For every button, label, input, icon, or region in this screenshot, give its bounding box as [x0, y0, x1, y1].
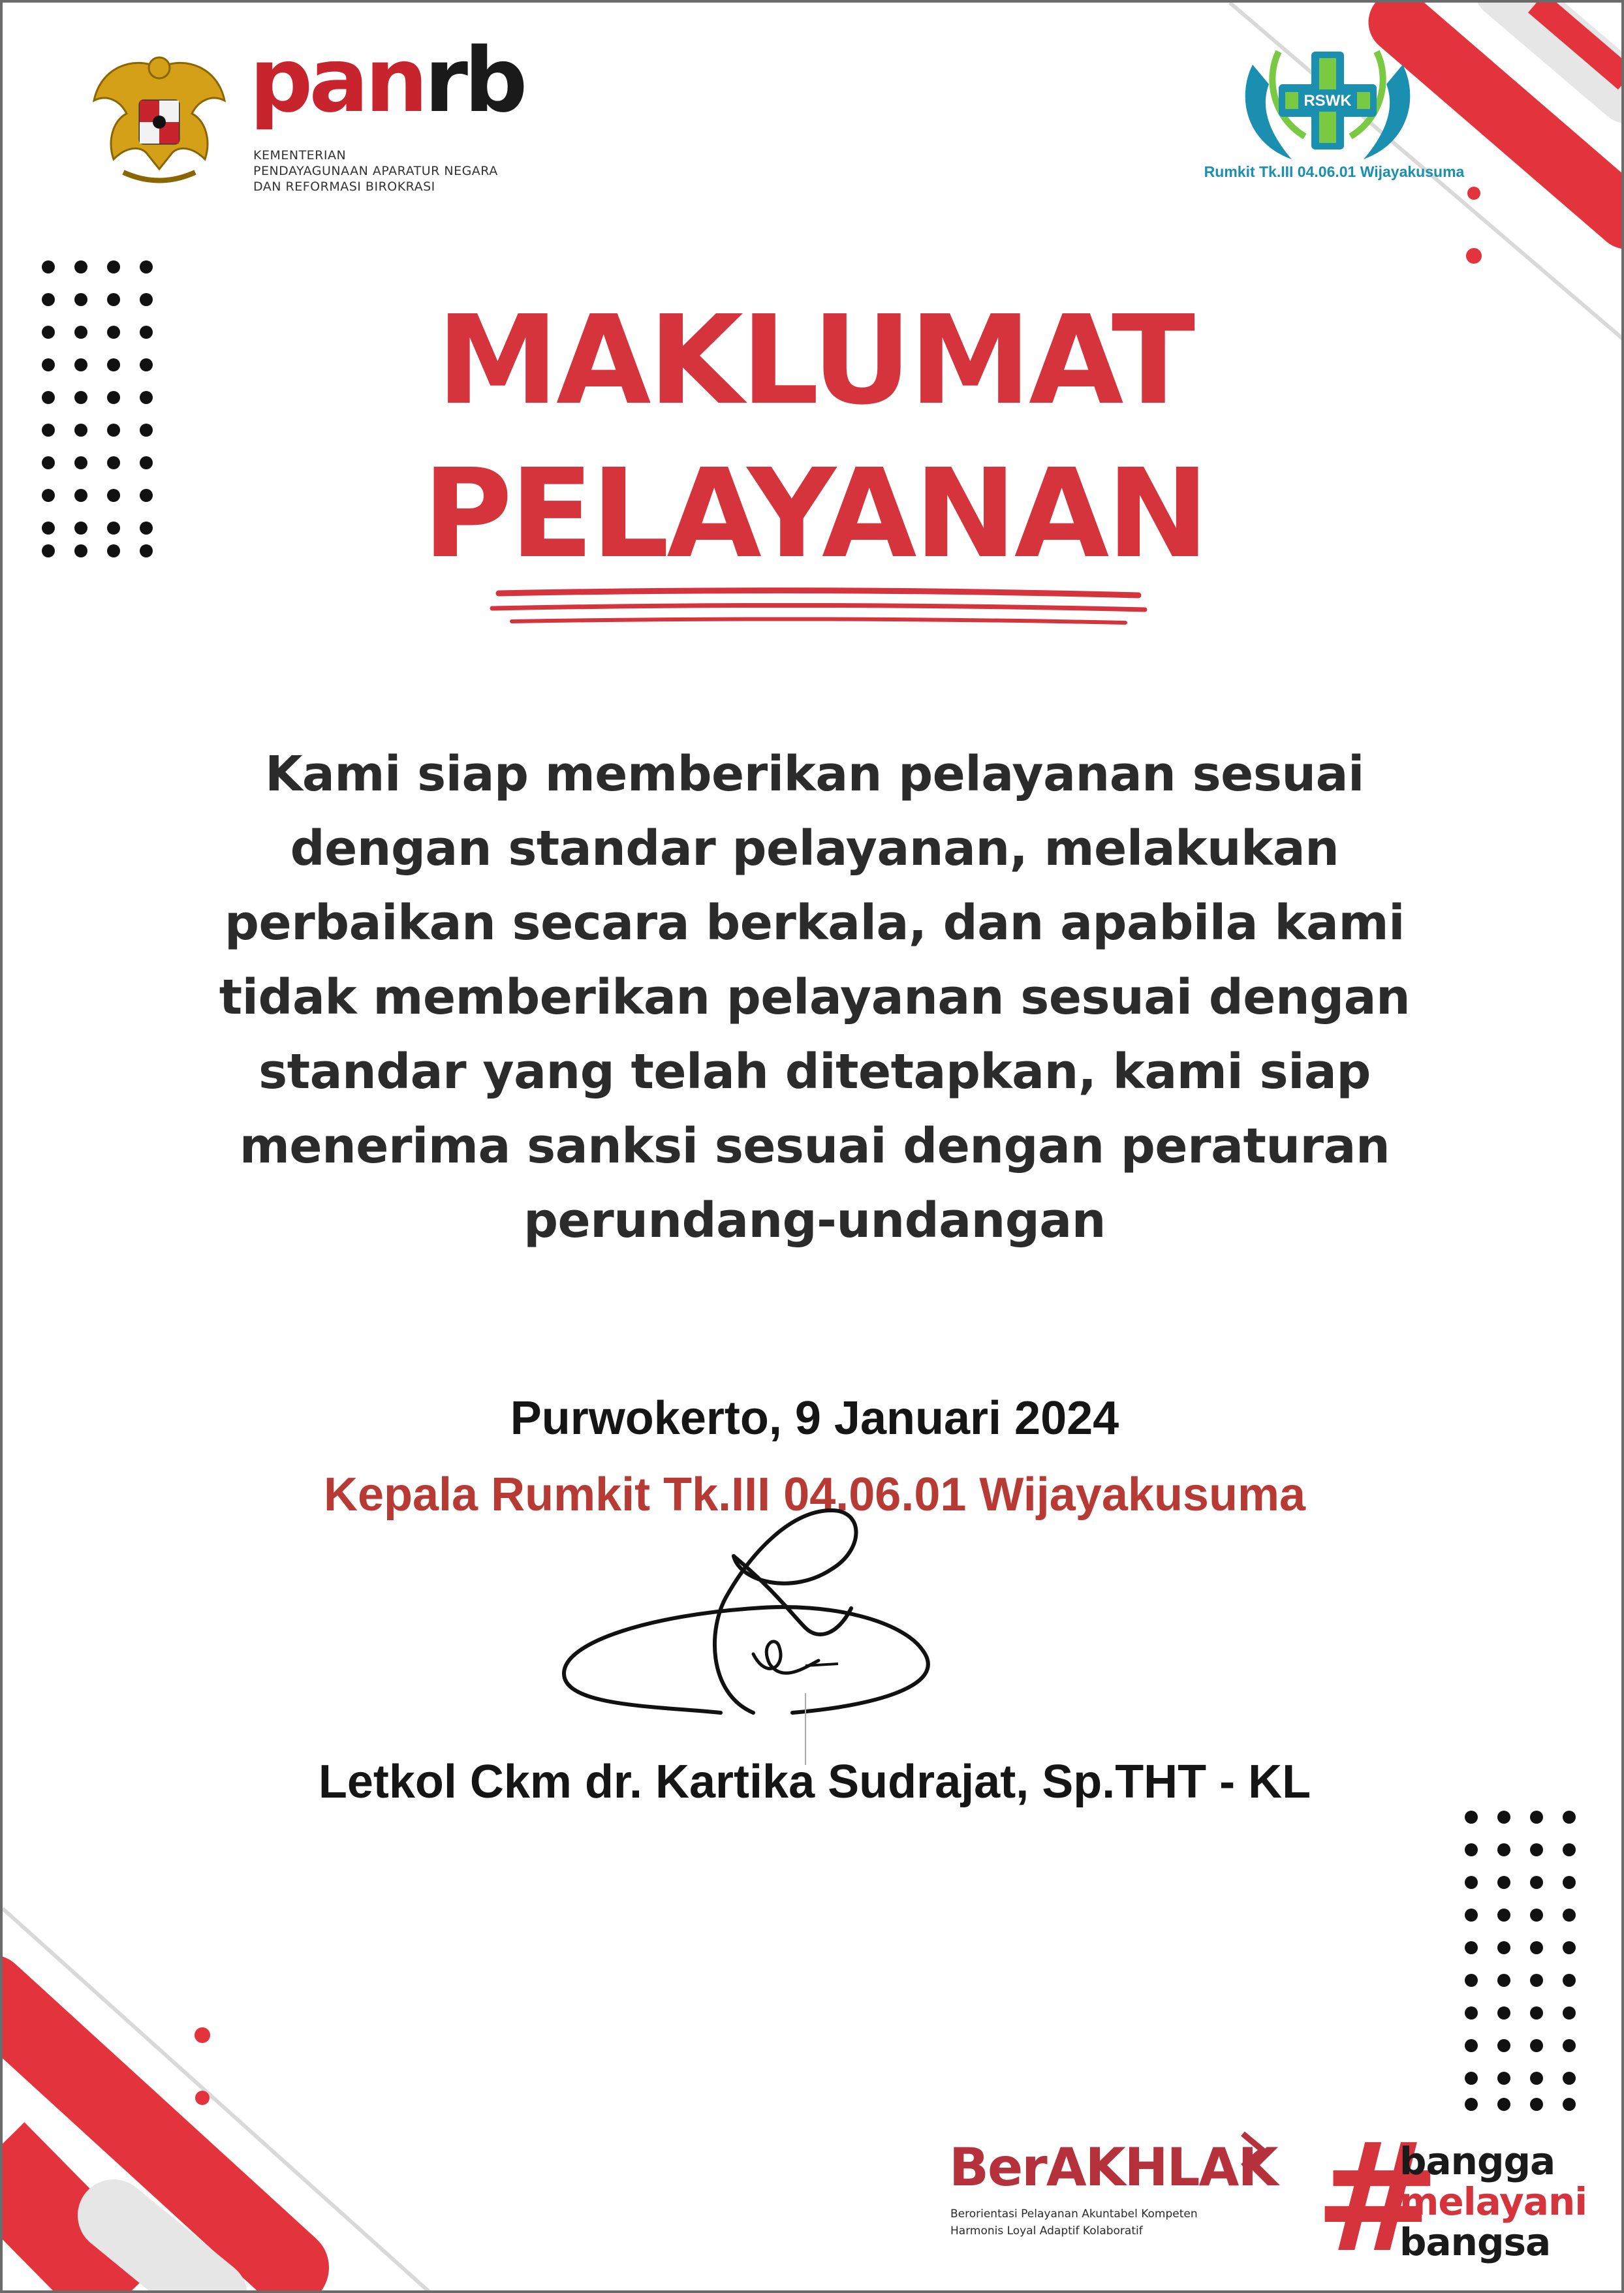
garuda-pancasila-icon: [87, 48, 231, 192]
right-dot-grid: [1465, 1811, 1576, 2111]
panrb-wordmark: [249, 29, 524, 133]
place-date: Purwokerto, 9 Januari 2024: [510, 1392, 1119, 1444]
panrb-subtitle: [253, 148, 498, 195]
chevron-right-icon: [1236, 2130, 1269, 2170]
signatory-position: Kepala Rumkit Tk.III 04.06.01 Wijayakusuma: [323, 1469, 1306, 1521]
panrb-word-pan: pan: [249, 29, 424, 133]
hospital-caption: Rumkit Tk.III 04.06.01 Wijayakusuma: [1204, 163, 1465, 180]
bangga-word-3: bangsa: [1399, 2220, 1551, 2264]
berakhlak-logo: [949, 2137, 1275, 2261]
title-line-2: PELAYANAN: [422, 443, 1207, 585]
bangga-melayani-bangsa-logo: [1315, 2112, 1589, 2286]
hashtag-icon: #: [1315, 2112, 1441, 2286]
panrb-word-rb: rb: [424, 29, 524, 133]
panrb-sub-line-3: DAN REFORMASI BIROKRASI: [253, 179, 435, 194]
bottom-left-stripes: [3, 1909, 433, 2293]
bangga-word-1: bangga: [1399, 2139, 1555, 2183]
rswk-logo-text: RSWK: [1304, 92, 1352, 110]
signatory-name: Letkol Ckm dr. Kartika Sudrajat, Sp.THT - KL: [318, 1756, 1311, 1808]
panrb-sub-line-2: PENDAYAGUNAAN APARATUR NEGARA: [253, 164, 498, 178]
berakhlak-line-2: Harmonis Loyal Adaptif Kolaboratif: [950, 2224, 1143, 2238]
title-line-1: MAKLUMAT: [436, 289, 1193, 432]
maklumat-statement: Kami siap memberikan pelayanan sesuai dengan standar pelayanan, melakukan perbaikan secara berkala, dan apabila kami tidak memberikan pelayanan sesuai dengan standar yang telah ditetapkan, kami siap menerima sanksi sesuai dengan peraturan perundang-undangan: [219, 746, 1411, 1249]
handwritten-signature: [557, 1497, 1001, 1785]
panrb-sub-line-1: KEMENTERIAN: [253, 148, 347, 163]
berakhlak-line-1: Berorientasi Pelayanan Akuntabel Kompeten: [950, 2207, 1198, 2221]
hands-cross-logo-icon: [1233, 39, 1422, 169]
bangga-word-2: melayani: [1399, 2179, 1587, 2224]
berakhlak-title: BerAKHLAK: [949, 2137, 1277, 2198]
title-underline: [486, 584, 1151, 629]
